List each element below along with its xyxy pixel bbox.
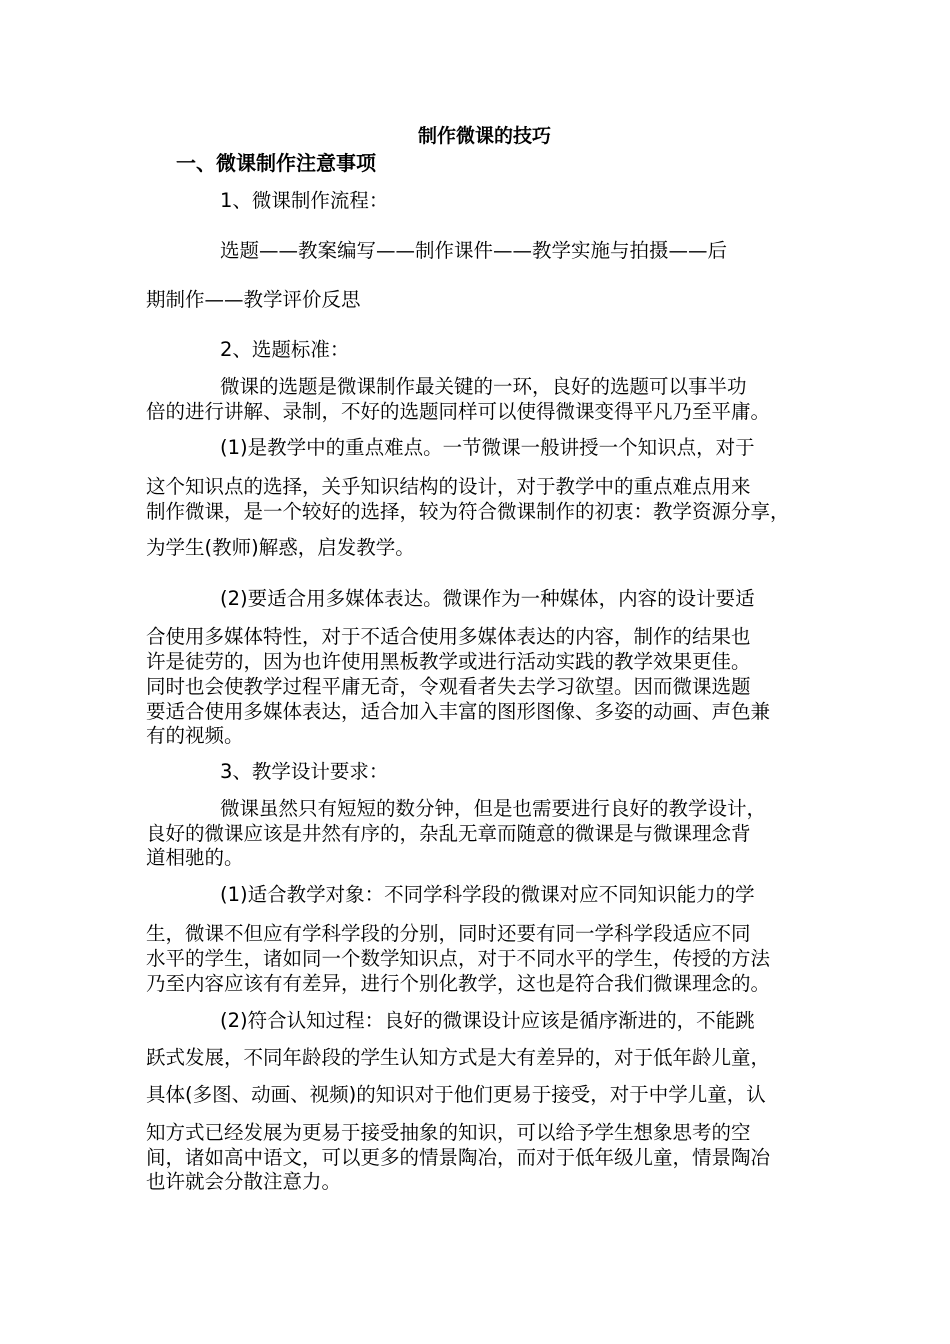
- paragraph-line: 制作微课，是一个较好的选择，较为符合微课制作的初衷：教学资源分享，: [146, 500, 790, 523]
- paragraph-line: 间，诸如高中语文，可以更多的情景陶冶，而对于低年级儿童，情景陶冶: [146, 1146, 771, 1169]
- paragraph-line: 许是徒劳的，因为也许使用黑板教学或进行活动实践的教学效果更佳。: [146, 650, 751, 673]
- paragraph-line: 道相驰的。: [146, 846, 244, 869]
- paragraph-line: 要适合使用多媒体表达，适合加入丰富的图形图像、多姿的动画、声色兼: [146, 700, 771, 723]
- paragraph-line: (2)要适合用多媒体表达。微课作为一种媒体，内容的设计要适: [220, 587, 755, 610]
- paragraph-line: 也许就会分散注意力。: [146, 1170, 342, 1193]
- paragraph-line: 为学生(教师)解惑，启发教学。: [146, 536, 415, 559]
- paragraph-line: 期制作——教学评价反思: [146, 288, 361, 311]
- paragraph-line: 有的视频。: [146, 724, 244, 747]
- paragraph-line: 具体(多图、动画、视频)的知识对于他们更易于接受，对于中学儿童，认: [146, 1083, 766, 1106]
- paragraph-line: 生，微课不但应有学科学段的分别，同时还要有同一学科学段适应不同: [146, 922, 751, 945]
- paragraph-line: 同时也会使教学过程平庸无奇，令观看者失去学习欲望。因而微课选题: [146, 675, 751, 698]
- paragraph-line: 水平的学生，诸如同一个数学知识点，对于不同水平的学生，传授的方法: [146, 947, 771, 970]
- subsection-heading: 1、微课制作流程：: [220, 189, 389, 212]
- paragraph-line: 选题——教案编写——制作课件——教学实施与拍摄——后: [220, 239, 728, 262]
- paragraph-line: 乃至内容应该有有差异，进行个别化教学，这也是符合我们微课理念的。: [146, 972, 771, 995]
- paragraph-line: 跃式发展，不同年龄段的学生认知方式是大有差异的，对于低年龄儿童，: [146, 1046, 771, 1069]
- document-title: 制作微课的技巧: [418, 125, 552, 147]
- paragraph-line: (1)适合教学对象：不同学科学段的微课对应不同知识能力的学: [220, 883, 755, 906]
- subsection-heading: 3、教学设计要求：: [220, 760, 389, 783]
- paragraph-line: (2)符合认知过程：良好的微课设计应该是循序渐进的，不能跳: [220, 1009, 755, 1032]
- paragraph-line: 合使用多媒体特性，对于不适合使用多媒体表达的内容，制作的结果也: [146, 625, 751, 648]
- paragraph-line: 倍的进行讲解、录制，不好的选题同样可以使得微课变得平凡乃至平庸。: [146, 400, 771, 423]
- paragraph-line: 这个知识点的选择，关乎知识结构的设计，对于教学中的重点难点用来: [146, 475, 751, 498]
- subsection-heading: 2、选题标准：: [220, 338, 350, 361]
- paragraph-line: (1)是教学中的重点难点。一节微课一般讲授一个知识点，对于: [220, 436, 755, 459]
- paragraph-line: 良好的微课应该是井然有序的，杂乱无章而随意的微课是与微课理念背: [146, 822, 751, 845]
- paragraph-line: 微课的选题是微课制作最关键的一环，良好的选题可以事半功: [220, 375, 747, 398]
- section-heading: 一、微课制作注意事项: [176, 151, 376, 175]
- paragraph-line: 知方式已经发展为更易于接受抽象的知识，可以给予学生想象思考的空: [146, 1121, 751, 1144]
- paragraph-line: 微课虽然只有短短的数分钟，但是也需要进行良好的教学设计，: [220, 797, 767, 820]
